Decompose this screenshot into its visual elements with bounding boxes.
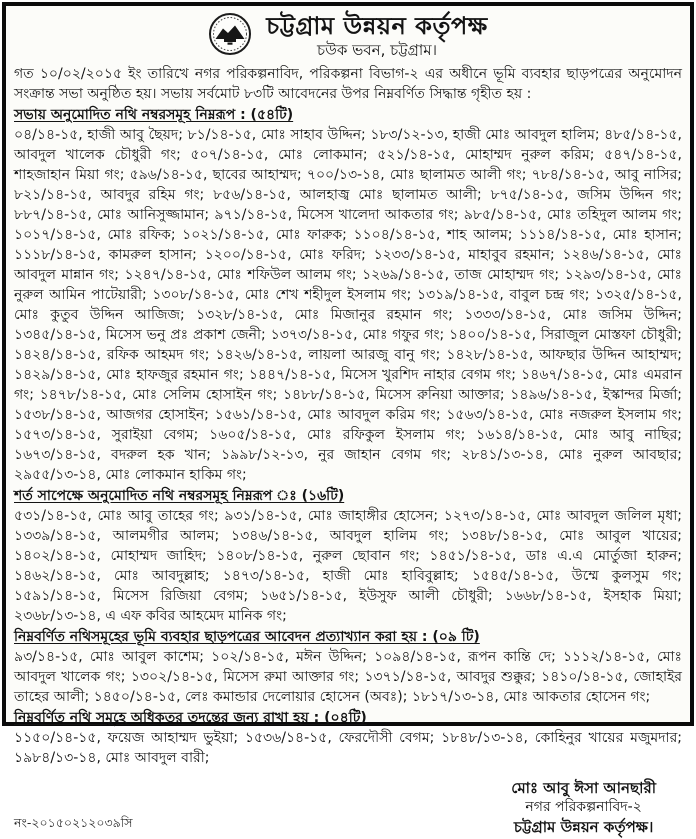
section-entries-rejected: ৯৩/১৪-১৫, মোঃ আবুল কাশেম; ১০২/১৪-১৫, মঈন উদ্দিন; ১০৯৪/১৪-১৫, রূপন কান্তি দে; ১১১২/১৪-১৫, মোঃ আবদুল খালেক গং; ১৩০২/১৪-১৫, মিসেস রুমা আক্তার গং; ১৩৭১/১৪-১৫, আবদুর শুক্কুর; ১৪১০/১৪-১৫, জোহাইর তাহের আলী; ১৪৫০/১৪-১৫, লেঃ কমান্ডার দেলোয়ার হোসেন (অবঃ); ১৮১৭/১৩-১৪, মোঃ আকতার হোসেন গং;: [14, 649, 682, 705]
section-heading-rejected-text: নিম্নবর্ণিত নথিসমূহের ভূমি ব্যবহার ছাড়পত্রের আবেদন প্রত্যাখ্যান করা হয় : (০৯ টি): [14, 629, 480, 645]
signatory-name: মোঃ আবু ঈসা আনছারী: [511, 779, 656, 797]
authority-name: চট্টগ্রাম উন্নয়ন কর্তৃপক্ষ: [266, 11, 488, 40]
cda-seal-icon: [208, 12, 252, 60]
section-heading-approved-text: সভায় অনুমোদিত নথি নম্বরসমূহ নিম্নরূপ : (৫৪টি): [14, 107, 294, 123]
signatory-designation: নগর পরিকল্পনাবিদ-২: [525, 799, 642, 816]
authority-address: চউক ভবন, চট্টগ্রাম।: [317, 41, 437, 60]
document-page: [2, 2, 694, 837]
authority-header: [14, 10, 682, 60]
section-entries-approved: ০৪/১৪-১৫, হাজী আবু ছৈয়দ; ৮১/১৪-১৫, মোঃ সাহাব উদ্দিন; ১৮৩/১২-১৩, হাজী মোঃ আবদুল হালিম; ৪৮৫/১৪-১৫, আবদুল খালেক চৌধুরী গং; ৫০৭/১৪-১৫, মোঃ লোকমান; ৫২১/১৪-১৫, মোহাম্মদ নুরুল করিম; ৫৪৭/১৪-১৫, শাহজাহান মিয়া গং; ৫৯৬/১৪-১৫, ছাবের আহাম্মদ; ৭০০/১৩-১৪, মোঃ ছালামত আলী গং; ৭৮৪/১৪-১৫, আবু নাসির; ৮২১/১৪-১৫, আবদুর রহিম গং; ৮৫৬/১৪-১৫, আলহাজ্ব মোঃ ছালামত আলী; ৮৭৫/১৪-১৫, জসিম উদ্দিন গং; ৮৮৭/১৪-১৫, মোঃ আনিসুজ্জামান; ৯৭১/১৪-১৫, মিসেস খালেদা আকতার গং; ৯৮৫/১৪-১৫, মোঃ তহিদুল আলম গং; ১০১৭/১৪-১৫, মোঃ রফিক; ১০২১/১৪-১৫, মোঃ ফারুক; ১১০৪/১৪-১৫, শাহ আলম; ১১১৪/১৪-১৫, মোঃ হাসান; ১১১৮/১৪-১৫, কামরুল হাসান; ১২০০/১৪-১৫, মোঃ ফরিদ; ১২৩৩/১৪-১৫, মাহাবুব রহমান; ১২৪৬/১৪-১৫, মোঃ আবদুল মান্নান গং; ১২৪৭/১৪-১৫, মোঃ শফিউল আলম গং; ১২৬৯/১৪-১৫, তাজ মোহাম্মদ গং; ১২৯৩/১৪-১৫, মোঃ নুরুল আমিন পাটেয়ারী; ১৩০৮/১৪-১৫, মোঃ শেখ শহীদুল ইসলাম গং; ১৩১৯/১৪-১৫, বাবুল চন্দ্র গং; ১৩২৫/১৪-১৫, মোঃ কুতুব উদ্দিন আজিজ; ১৩২৮/১৪-১৫, মোঃ মিজানুর রহমান গং; ১৩৩৩/১৪-১৫, মোঃ জসিম উদ্দিন; ১৩৪৫/১৪-১৫, মিসেস ভনু প্রঃ প্রকাশ জেনী; ১৩৭৩/১৪-১৫, মোঃ গফুর গং; ১৪০০/১৪-১৫, সিরাজুল মোস্তফা চৌধুরী; ১৪২৪/১৪-১৫, রফিক আহমদ গং; ১৪২৬/১৪-১৫, লায়লা আরজু বানু গং; ১৪২৮/১৪-১৫, আফছার উদ্দিন আহাম্মদ; ১৪২৯/১৪-১৫, মোঃ হাফজুর রহমান গং; ১৪৪৭/১৪-১৫, মিসেস খুরশিদ নাহার বেগম গং; ১৪৬৭/১৪-১৫, মোঃ এমরান গং; ১৪৭৮/১৪-১৫, মোঃ সেলিম হোসাইন গং; ১৪৮৮/১৪-১৫, মিসেস রুনিয়া আক্তার; ১৪৯৬/১৪-১৫, ইস্কান্দর মির্জা; ১৫৩৮/১৪-১৫, আজগর হোসাইন; ১৫৬১/১৪-১৫, মোঃ আবদুল করিম গং; ১৫৬৩/১৪-১৫, মোঃ নজরুল ইসলাম গং; ১৫৭৩/১৪-১৫, সুরাইয়া বেগম; ১৬০৫/১৪-১৫, মোঃ রফিকুল ইসলাম গং; ১৬১৪/১৪-১৫, মোঃ আবু নাছির; ১৬৭৩/১৪-১৫, বদরুল হক খান; ১৯৯৮/১২-১৩, নুর জাহান বেগম গং; ২৮৪১/১৩-১৪, মোঃ নুরুল আবছার; ২৯৫৫/১৩-১৪, মোঃ লোকমান হাকিম গং;: [14, 127, 682, 483]
section-heading-investigation-text: নিম্নবর্ণিত নথি সমূহে অধিকতর তদন্তের জন্য রাখা হয় : (০৪টি): [14, 710, 367, 726]
section-heading-approved: [14, 105, 682, 125]
section-heading-conditional-text: শর্ত সাপেক্ষে অনুমোদিত নথি নম্বরসমূহ নিম্নরূপ ঃ (১৬টি): [14, 488, 345, 504]
section-heading-conditional: [14, 486, 682, 506]
section-entries-conditional: ৫৩১/১৪-১৫, মোঃ আবু তাহের গং; ৯৩১/১৪-১৫, মোঃ জাহাঙ্গীর হোসেন; ১২৭৩/১৪-১৫, মোঃ আবদুল জলিল মৃধা; ১৩৩৯/১৪-১৫, আলমগীর আলম; ১৩৪৬/১৪-১৫, আবদুল হালিম গং; ১৩৪৮/১৪-১৫, মোঃ আবুল খায়ের; ১৪০২/১৪-১৫, মোহাম্মদ জাহিদ; ১৪০৮/১৪-১৫, নুরুল ছোবান গং; ১৪৫১/১৪-১৫, ডাঃ এ.এ মোর্তুজা হারুন; ১৪৬২/১৪-১৫, মোঃ আবদুল্লাহ; ১৪৭৩/১৪-১৫, হাজী মোঃ হাবিবুল্লাহ; ১৫৪৫/১৪-১৫, উম্মে কুলসুম গং; ১৫৯১/১৪-১৫, মিসেস রিজিয়া বেগম; ১৬৫১/১৪-১৫, ইউসুফ আলী চৌধুরী; ১৬৬৮/১৪-১৫, ইসহাক মিয়া; ২৩৬৮/১৩-১৪, এ এফ কবির আহমেদ মানিক গং;: [14, 508, 682, 624]
document-footer: [14, 778, 682, 839]
signature-block: [511, 778, 656, 837]
section-heading-rejected: [14, 627, 682, 647]
reference-number: নং-২০১৫০২১২০৩৯সি: [14, 815, 133, 831]
section-entries-investigation: ১১৫০/১৪-১৫, ফয়েজ আহাম্মদ ভুইয়া; ১৫৩৬/১৪-১৫, ফেরদৌসী বেগম; ১৮৪৮/১৩-১৪, কোহিনুর খায়ের মজুমদার; ১৯৮৪/১৩-১৪, মোঃ আবদুল বারী;: [14, 730, 682, 766]
intro-paragraph: গত ১০/০২/২০১৫ ইং তারিখে নগর পরিকল্পনাবিদ, পরিকল্পনা বিভাগ-২ এর অধীনে ভূমি ব্যবহার ছাড়পত্রের অনুমোদন সংক্রান্ত সভা অনুষ্ঠিত হয়। সভায় সর্বমোট ৮৩টি আবেদনের উপর নিম্নবর্ণিত সিদ্ধান্ত গৃহীত হয় :: [14, 66, 682, 102]
signatory-organization: চট্টগ্রাম উন্নয়ন কর্তৃপক্ষ।: [513, 818, 654, 837]
section-heading-investigation: [14, 708, 682, 728]
header-text: [266, 13, 487, 60]
